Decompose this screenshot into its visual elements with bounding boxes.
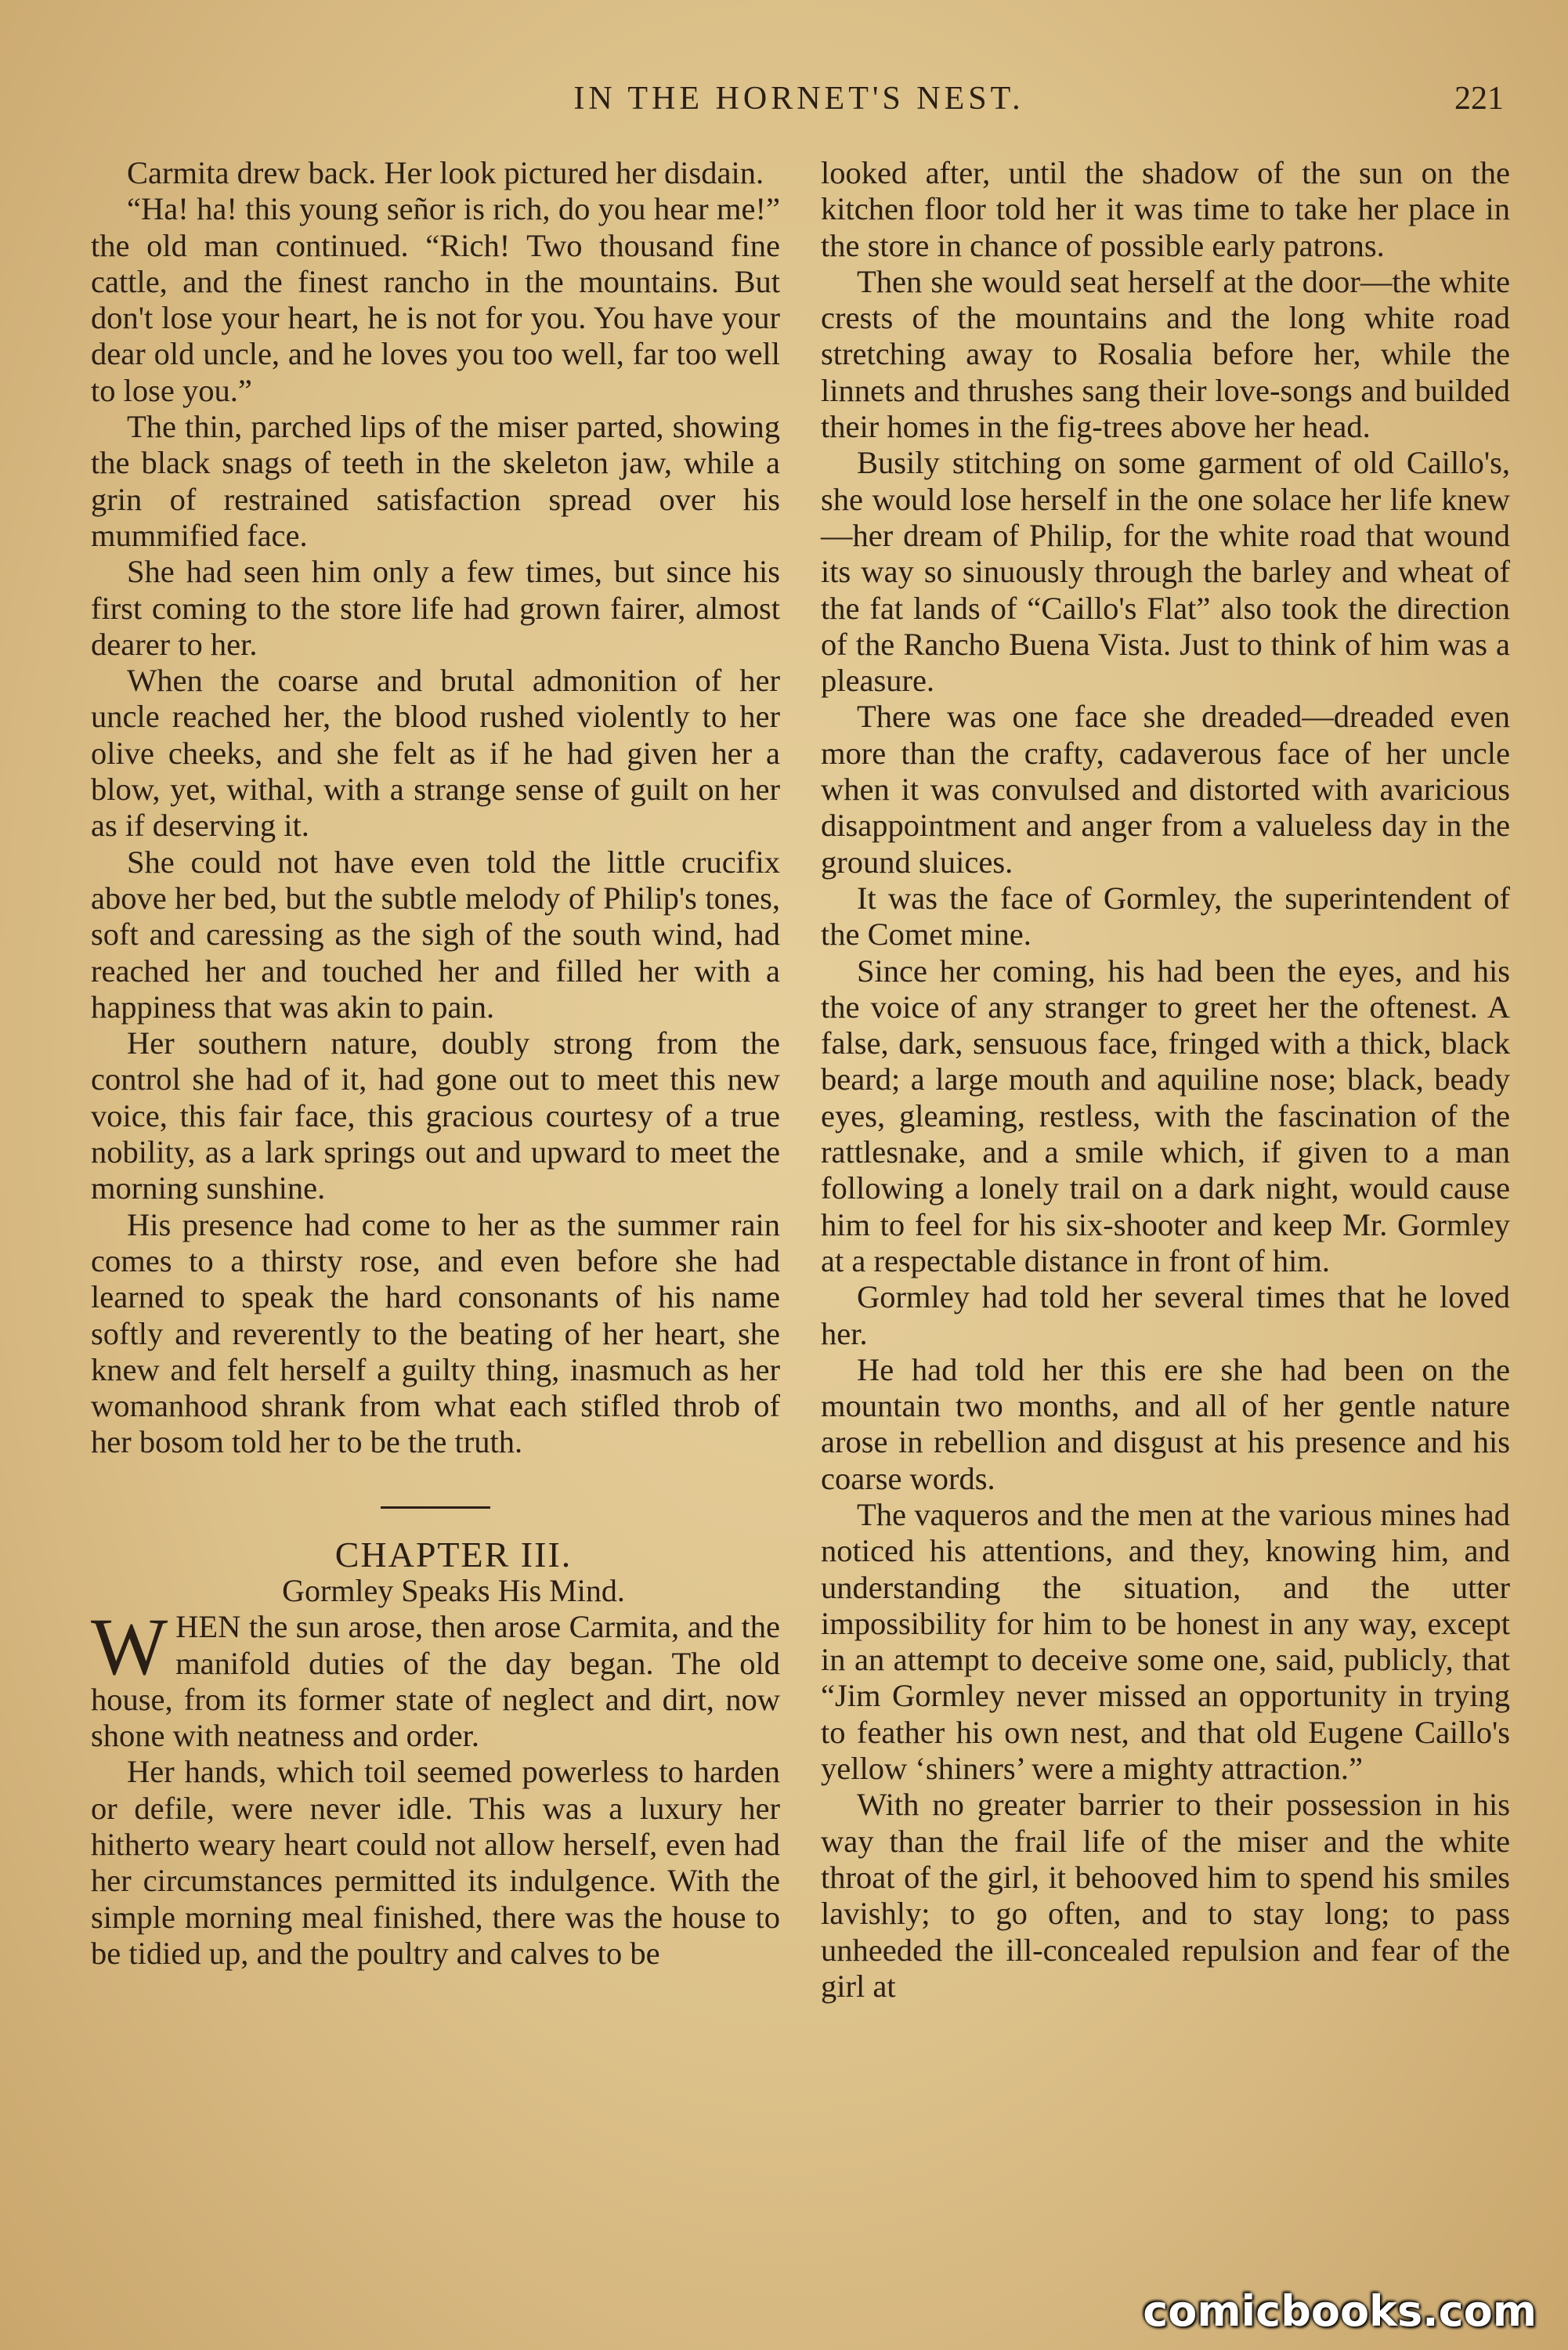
running-title: IN THE HORNET'S NEST. [573,81,1024,117]
watermark-logo: comicbooks.com [1143,2287,1537,2336]
paragraph: Her southern nature, doubly strong from the control she had of it, had gone out to meet this new voice, this fair face, this gracious courtesy of a true nobility, as a lark springs out and upward to meet the morning sunshine. [91,1025,780,1206]
paragraph: With no greater barrier to their possession in his way than the frail life of the miser and the white throat of the girl, it behooved him to spend his smiles lavishly; to go often, and to stay long; to pass unheeded the ill-concealed repulsion and fear of the girl at [821,1787,1510,2004]
paragraph: The thin, parched lips of the miser parted, showing the black snags of teeth in the skeleton jaw, while a grin of restrained satisfaction spread over his mummified face. [91,409,780,553]
paragraph: She had seen him only a few times, but since his first coming to the store life had grown fairer, almost dearer to her. [91,554,780,662]
paragraph: She could not have even told the little crucifix above her bed, but the subtle melody of Philip's tones, soft and caressing as the sigh of the south wind, had reached her and touched her and filled her with a happiness that was akin to pain. [91,844,780,1025]
paragraph: “Ha! ha! this young señor is rich, do you hear me!” the old man continued. “Rich! Two thousand fine cattle, and the finest rancho in the mountains. But don't lose your heart, he is not for you. You have your dear old uncle, and he loves you too well, far too well to lose you.” [91,191,780,408]
running-header [86,77,1512,124]
paragraph: Gormley had told her several times that he loved her. [821,1279,1510,1351]
paragraph: Then she would seat herself at the door—the white crests of the mountains and the long white road stretching away to Rosalia before her, while the linnets and thrushes sang their love-songs and builded their homes in the fig-trees above her head. [821,263,1510,445]
page-number: 221 [1454,81,1504,117]
paragraph: Carmita drew back. Her look pictured her disdain. [127,155,764,190]
paragraph: He had told her this ere she had been on the mountain two months, and all of her gentle nature arose in rebellion and disgust at his presence and his coarse words. [821,1351,1510,1496]
chapter-subtitle: Gormley Speaks His Mind. [282,1572,625,1608]
paragraph: Busily stitching on some garment of old Caillo's, she would lose herself in the one solace her life knew—her dream of Philip, for the white road that wound its way so sinuously through the barley and wheat of the fat lands of “Caillo's Flat” also took the direction of the Rancho Buena Vista. Just to think of him was a pleasure. [821,445,1510,699]
chapter-title: CHAPTER III. [334,1534,573,1574]
paragraph: The vaqueros and the men at the various mines had noticed his attentions, and they, knowing him, and understanding the situation, and the utter impossibility for him to be honest in any way, except in an attempt to deceive some one, said, publicly, that “Jim Gormley never missed an opportunity in trying to feather his own nest, and that old Eugene Caillo's yellow ‘shiners’ were a mighty attraction.” [821,1496,1510,1787]
continued-paragraph: looked after, until the shadow of the sun on the kitchen floor told her it was time to take her place in the store in chance of possible early patrons. [821,155,1510,263]
chapter-divider [381,1506,490,1509]
left-column [91,155,780,1972]
paragraph: Her hands, which toil seemed powerless to harden or defile, were never idle. This was a luxury her hitherto weary heart could not allow herself, even had her circumstances permitted its indulgence. With the simple morning meal finished, there was the house to be tidied up, and the poultry and calves to be [91,1754,780,1971]
paragraph: It was the face of Gormley, the superintendent of the Comet mine. [821,880,1510,953]
paragraph: When the coarse and brutal admonition of her uncle reached her, the blood rushed violently to her olive cheeks, and she felt as if he had given her a blow, yet, withal, with a strange sense of guilt on her as if deserving it. [91,663,780,844]
chapter-opening-paragraph [91,1602,780,1754]
drop-cap: W [91,1602,168,1693]
opening-text: HEN the sun arose, then arose Carmita, and the manifold duties of the day began. The old house, from its former state of neglect and dirt, now shone with neatness and order. [91,1609,780,1754]
paragraph: There was one face she dreaded—dreaded even more than the crafty, cadaverous face of her uncle when it was convulsed and distorted with avaricious disappointment and anger from a valueless day in the ground sluices. [821,699,1510,880]
paragraph: Since her coming, his had been the eyes, and his the voice of any stranger to greet her the oftenest. A false, dark, sensuous face, fringed with a thick, black beard; a large mouth and aquiline nose; black, beady eyes, gleaming, restless, with the fascination of the rattlesnake, and a smile which, if given to a man following a lonely trail on a dark night, would cause him to feel for his six-shooter and keep Mr. Gormley at a respectable distance in front of him. [821,953,1510,1278]
right-column [821,155,1510,2005]
paragraph: His presence had come to her as the summer rain comes to a thirsty rose, and even before she had learned to speak the hard consonants of his name softly and reverently to the beating of her heart, she knew and felt herself a guilty thing, inasmuch as her womanhood shrank from what each stifled throb of her bosom told her to be the truth. [91,1206,780,1460]
